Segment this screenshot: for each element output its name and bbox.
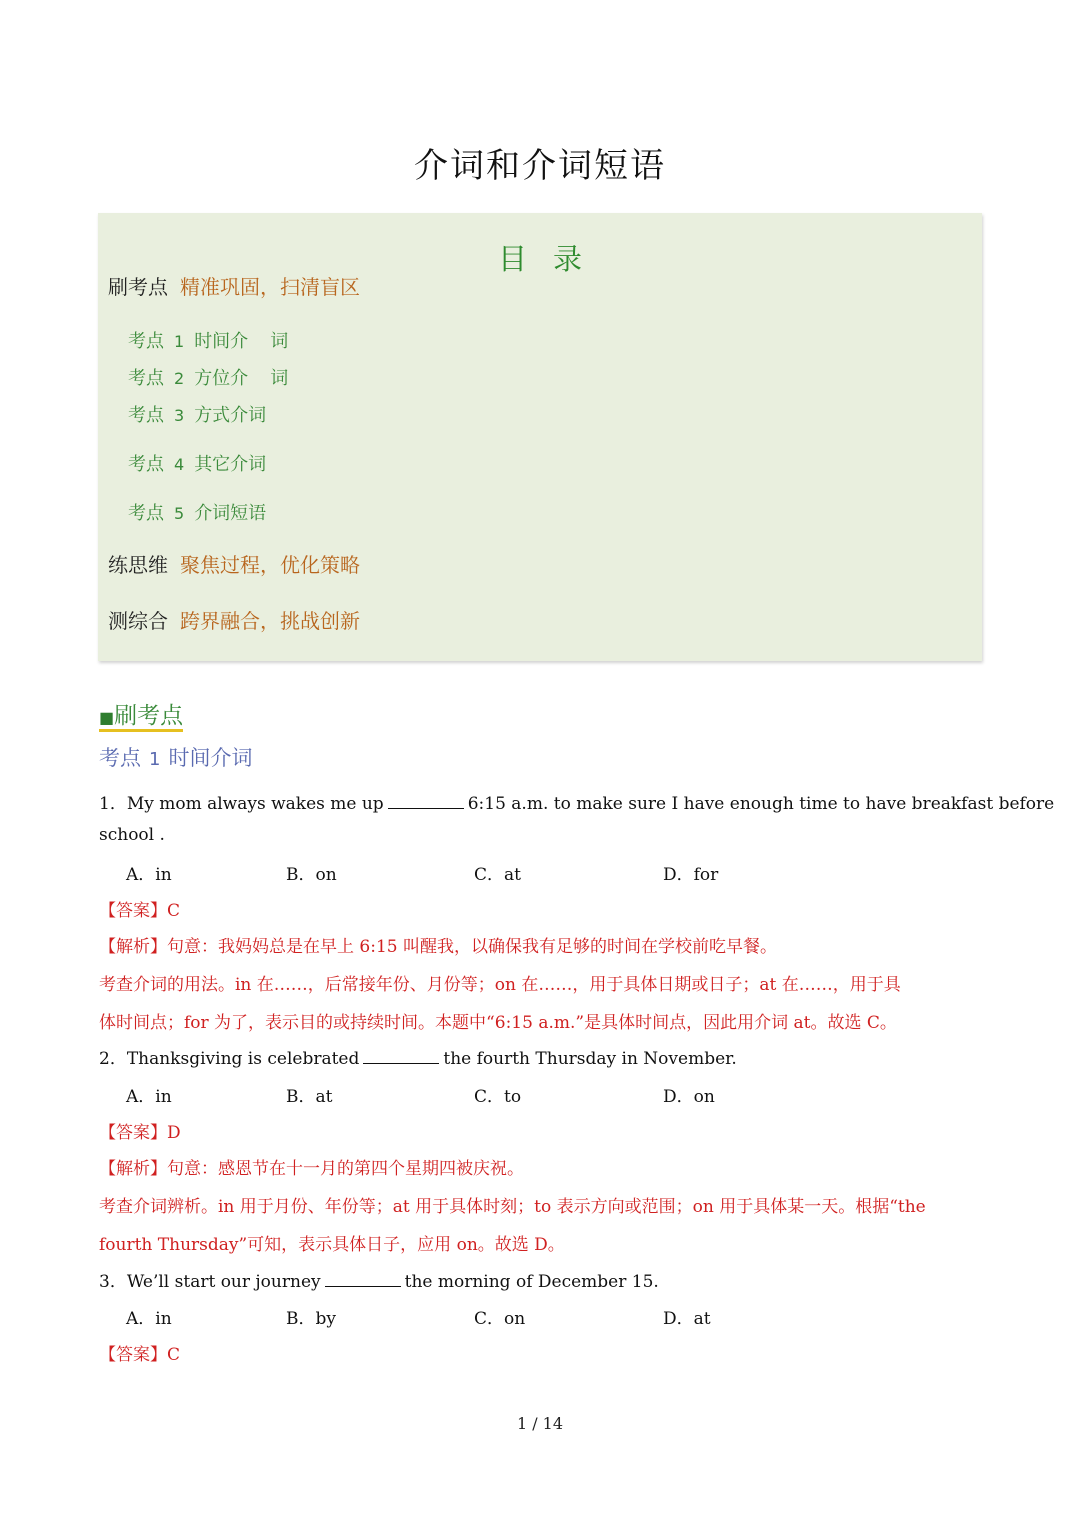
toc-group-label: 练思维 [108, 553, 168, 577]
section-heading [99, 697, 183, 730]
subsection-heading [99, 742, 252, 772]
toc-item-title-tail: 词 [270, 368, 289, 389]
toc-item-number: 4 [174, 455, 185, 474]
toc-group-subtitle: 聚焦过程，优化策略 [180, 553, 360, 577]
option-d: D．for [663, 865, 719, 885]
question-1-analysis-1: 【解析】句意：我妈妈总是在早上 6:15 叫醒我，以确保我有足够的时间在学校前吃早餐。 [99, 937, 777, 957]
option-d: D．on [663, 1087, 715, 1107]
toc-item-number: 1 [174, 332, 185, 351]
question-1-analysis-2: 考查介词的用法。in 在……，后常接年份、月份等；on 在……，用于具体日期或日子；at 在……，用于具 [99, 975, 901, 995]
answer-blank [388, 794, 464, 809]
question-3-answer: 【答案】C [99, 1345, 181, 1365]
question-1-line-1: 1．My mom always wakes me up 6:15 a.m. to make sure I have enough time to have breakfast before [99, 794, 1055, 814]
toc-item-1 [128, 327, 288, 353]
question-2-analysis-2: 考查介词辨析。in 用于月份、年份等；at 用于具体时刻；to 表示方向或范围；on 用于具体某一天。根据“the [99, 1197, 926, 1217]
toc-group-label: 刷考点 [108, 275, 168, 299]
toc-item-number: 2 [174, 369, 185, 388]
option-c: C．on [474, 1309, 526, 1329]
toc-item-title: 时间介 [194, 331, 249, 352]
page-number: 1 / 14 [516, 1414, 564, 1433]
document-title: 介词和介词短语 [414, 146, 666, 186]
answer-blank [363, 1049, 439, 1064]
toc-item-title: 介词短语 [194, 503, 267, 524]
question-2-analysis-1: 【解析】句意：感恩节在十一月的第四个星期四被庆祝。 [99, 1159, 524, 1179]
option-d: D．at [663, 1309, 711, 1329]
subsection-prefix: 考点 [99, 746, 141, 770]
question-2-answer: 【答案】D [99, 1123, 181, 1143]
toc-item-prefix: 考点 [128, 368, 164, 389]
answer-blank [325, 1272, 401, 1287]
toc-group-3 [108, 605, 360, 634]
toc-group-1 [108, 271, 360, 300]
toc-item-3 [128, 401, 266, 427]
toc-item-5 [128, 499, 266, 525]
option-b: B．by [286, 1309, 336, 1329]
toc-item-prefix: 考点 [128, 405, 164, 426]
toc-item-prefix: 考点 [128, 331, 164, 352]
table-of-contents [98, 213, 982, 661]
toc-item-2 [128, 364, 288, 390]
toc-group-2 [108, 549, 360, 578]
section-underline [99, 729, 183, 732]
toc-item-title: 方位介 [194, 368, 249, 389]
question-2-analysis-3: fourth Thursday”可知，表示具体日子，应用 on。故选 D。 [99, 1235, 565, 1255]
toc-item-number: 3 [174, 406, 185, 425]
option-c: C．at [474, 865, 521, 885]
toc-heading: 目录 [497, 242, 608, 276]
toc-item-4 [128, 450, 266, 476]
option-a: A．in [126, 1087, 172, 1107]
toc-item-prefix: 考点 [128, 503, 164, 524]
option-a: A．in [126, 1309, 172, 1329]
toc-group-subtitle: 跨界融合，挑战创新 [180, 609, 360, 633]
toc-item-prefix: 考点 [128, 454, 164, 475]
question-1-answer: 【答案】C [99, 901, 181, 921]
toc-item-title: 其它介词 [194, 454, 267, 475]
option-a: A．in [126, 865, 172, 885]
section-marker: ■ [99, 708, 115, 727]
toc-item-title: 方式介词 [194, 405, 267, 426]
toc-item-title-tail: 词 [270, 331, 289, 352]
subsection-number: 1 [149, 749, 161, 770]
question-3-line-1: 3．We’ll start our journey the morning of December 15. [99, 1272, 659, 1292]
subsection-title: 时间介词 [168, 746, 253, 770]
toc-group-label: 测综合 [108, 609, 168, 633]
toc-item-number: 5 [174, 504, 185, 523]
option-c: C．to [474, 1087, 522, 1107]
section-title: 刷考点 [114, 703, 184, 729]
question-1-analysis-3: 体时间点；for 为了，表示目的或持续时间。本题中“6:15 a.m.”是具体时间点，因此用介词 at。故选 C。 [99, 1013, 897, 1033]
option-b: B．at [286, 1087, 333, 1107]
question-1-line-2: school . [99, 825, 165, 845]
toc-group-subtitle: 精准巩固，扫清盲区 [180, 275, 360, 299]
question-2-line-1: 2．Thanksgiving is celebrated the fourth Thursday in November. [99, 1049, 737, 1069]
option-b: B．on [286, 865, 337, 885]
